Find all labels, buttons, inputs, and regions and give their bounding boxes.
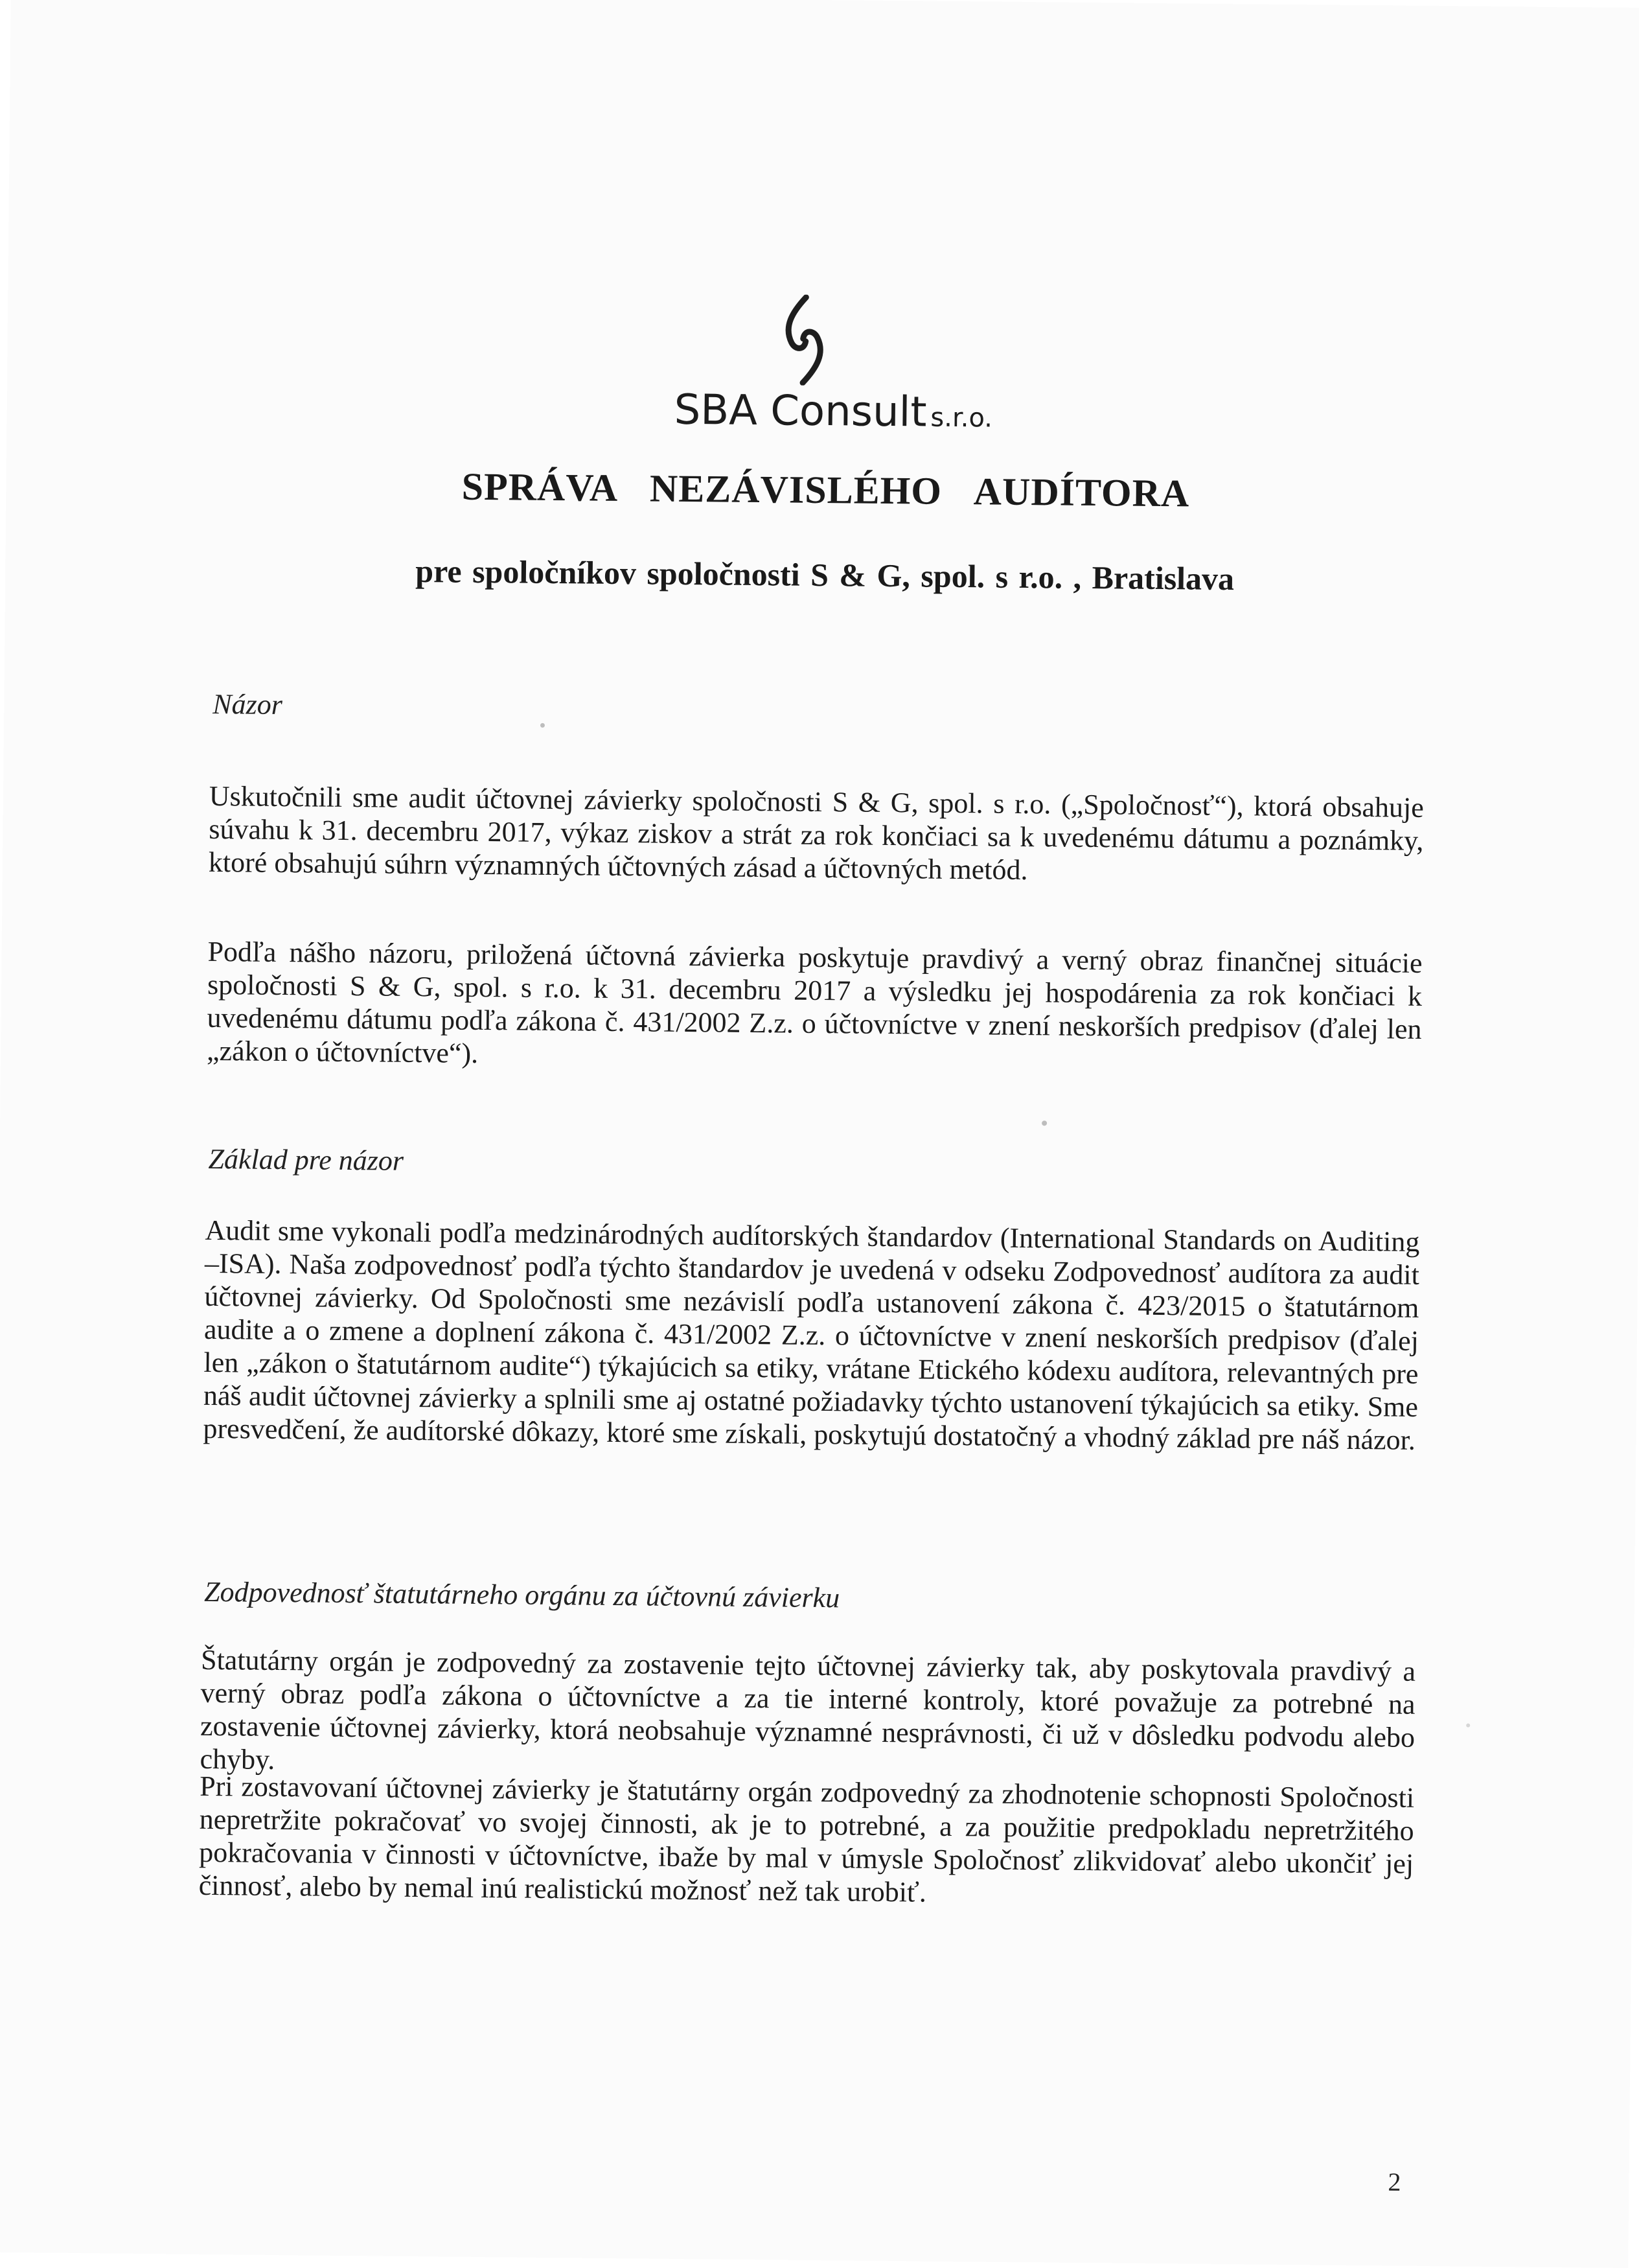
report-subtitle: pre spoločníkov spoločnosti S & G, spol. s r.o. , Bratislava [415, 552, 1235, 597]
company-name-text: SBA Consult [674, 386, 927, 437]
scan-speck [540, 723, 545, 728]
section-heading-zodpovednost: Zodpovednosť štatutárneho orgánu za účtovnú závierku [203, 1575, 840, 1614]
paragraph-nazor-1: Uskutočnili sme audit účtovnej závierky spoločnosti S & G, spol. s r.o. („Spoločnosť“), ktorá obsahuje súvahu k 31. decembru 2017, výkaz ziskov a strát za rok končiaci sa k uvedenému dátumu a poznámky, ktoré obsahujú súhrn významných účtovných zásad a účtovných metód. [208, 780, 1425, 886]
section-heading-nazor: Názor [212, 688, 283, 721]
sba-swirl-logo-icon [772, 294, 837, 386]
scan-speck [1042, 1120, 1047, 1126]
report-title: SPRÁVA NEZÁVISLÉHO AUDÍTORA [461, 465, 1190, 515]
company-name [674, 386, 992, 437]
paragraph-zaklad-1: Audit sme vykonali podľa medzinárodných audítorských štandardov (International Standards on Auditing –ISA). Naša zodpovednosť podľa týchto štandardov je uvedená v odseku Zodpovednosť audítora za audit účtovnej závierky. Od Spoločnosti sme nezávislí podľa ustanovení zákona č. 423/2015 o štatutárnom audite a o zmene a doplnení zákona č. 431/2002 Z.z. o účtovníctve v znení neskorších predpisov (ďalej len „zákon o štatutárnom audite“) týkajúcich sa etiky, vrátane Etického kódexu audítora, relevantných pre náš audit účtovnej závierky a splnili sme aj ostatné požiadavky týchto ustanovení týkajúcich sa etiky. Sme presvedčení, že audítorské dôkazy, ktoré sme získali, poskytujú dostatočný a vhodný základ pre náš názor. [203, 1214, 1420, 1456]
company-legal-suffix: s.r.o. [930, 402, 993, 434]
paragraph-nazor-2: Podľa nášho názoru, priložená účtovná závierka poskytuje pravdivý a verný obraz finančnej situácie spoločnosti S & G, spol. s r.o. k 31. decembru 2017 a výsledku jej hospodárenia za rok končiaci k uvedenému dátumu podľa zákona č. 431/2002 Z.z. o účtovníctve v znení neskorších predpisov (ďalej len „zákon o účtovníctve“). [206, 935, 1423, 1069]
page-number: 2 [1388, 2167, 1401, 2197]
paragraph-zodpovednost-1: Štatutárny orgán je zodpovedný za zostavenie tejto účtovnej závierky tak, aby poskytovala pravdivý a verný obraz podľa zákona o účtovníctve a za tie interné kontroly, ktoré považuje za potrebné na zostavenie účtovnej závierky, ktorá neobsahuje významné nesprávnosti, či už v dôsledku podvodu alebo chyby. [200, 1643, 1416, 1776]
scan-speck [1466, 1724, 1470, 1728]
section-heading-zaklad: Základ pre názor [208, 1142, 404, 1177]
paragraph-zodpovednost-2: Pri zostavovaní účtovnej závierky je štatutárny orgán zodpovedný za zhodnotenie schopnosti Spoločnosti nepretržite pokračovať vo svojej činnosti, ak je to potrebné, a za použitie predpokladu nepretržitého pokračovania v činnosti v účtovníctve, ibaže by mal v úmysle Spoločnosť zlikvidovať alebo ukončiť jej činnosť, alebo by nemal inú realistickú možnosť než tak urobiť. [198, 1770, 1415, 1908]
